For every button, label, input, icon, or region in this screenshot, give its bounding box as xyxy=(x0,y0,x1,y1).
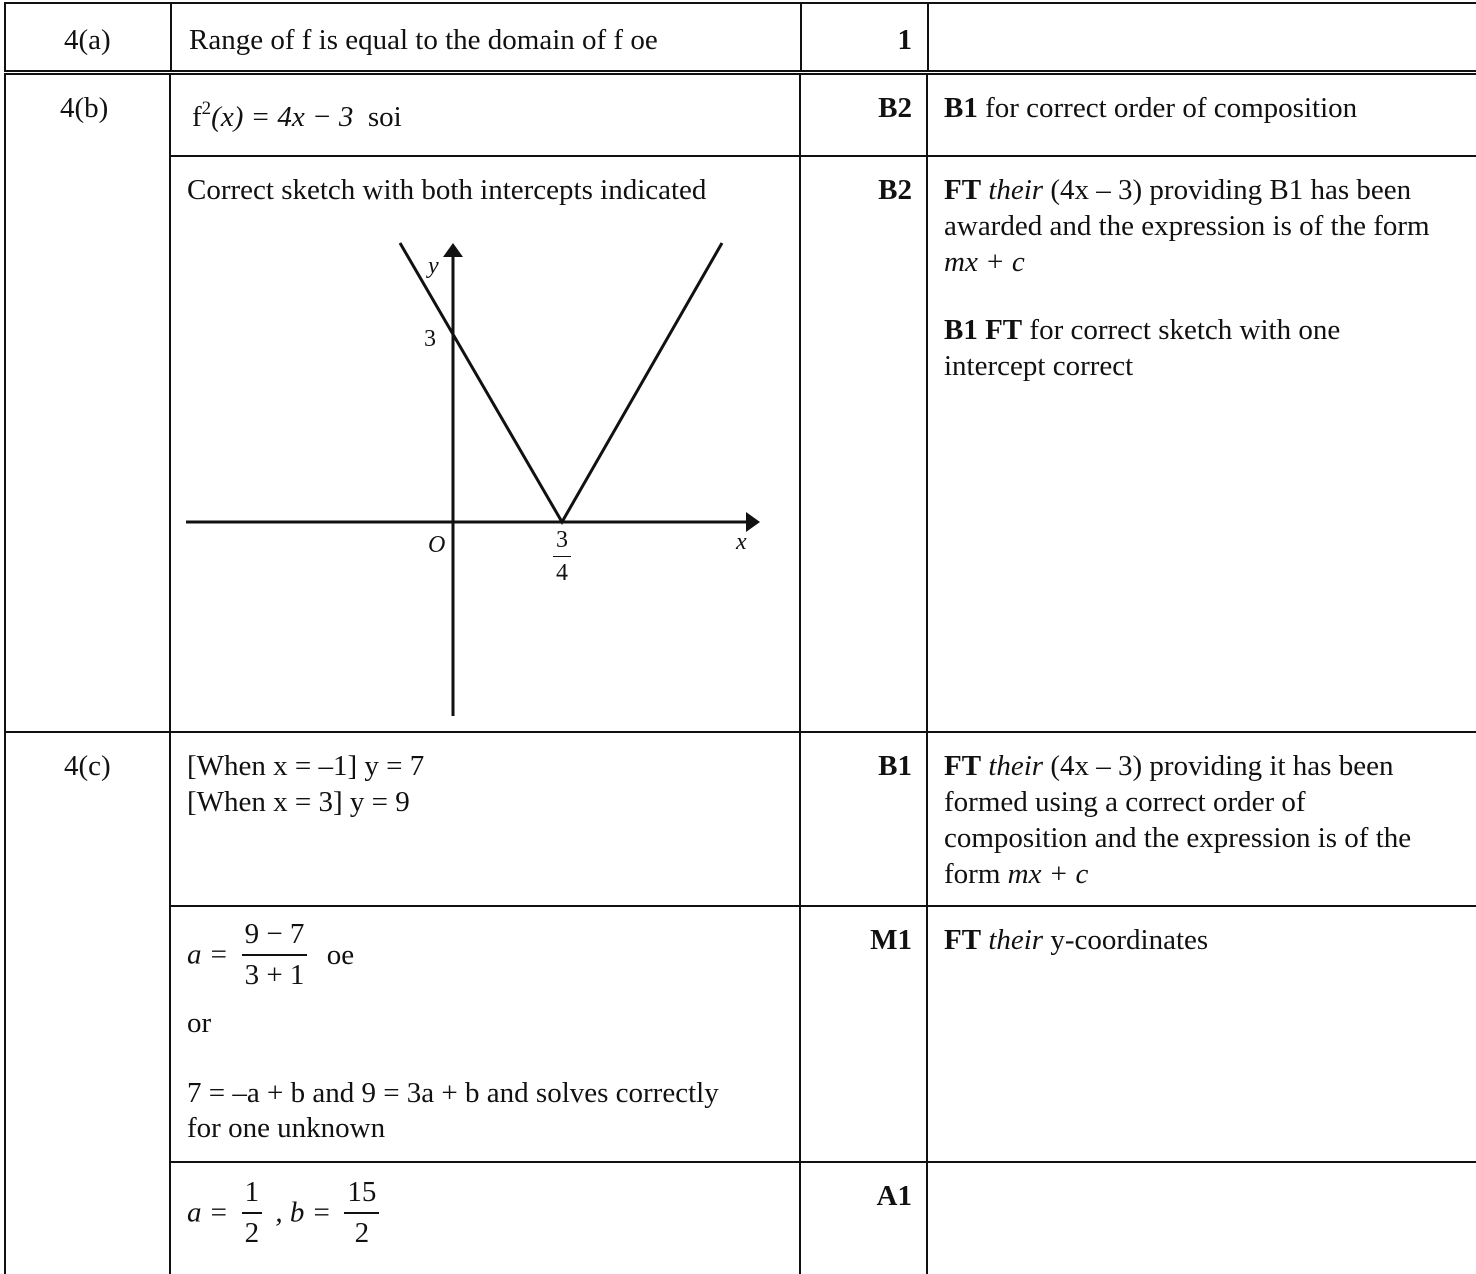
guidance-4b-2-line2: awarded and the expression is of the form xyxy=(944,210,1430,242)
guidance-4c-1-line3: composition and the expression is of the xyxy=(944,822,1412,854)
guidance-4b-2-line5: intercept correct xyxy=(944,350,1134,382)
answer-4a: Range of f is equal to the domain of f oe xyxy=(189,24,658,56)
guidance-text: y-coordinates xyxy=(1050,924,1209,956)
x-intercept-denominator: 4 xyxy=(553,556,571,585)
marks-4c-2: M1 xyxy=(870,924,912,956)
guidance-text: (4x – 3) providing B1 has been xyxy=(1050,174,1412,206)
fraction-numerator: 9 − 7 xyxy=(244,918,305,950)
question-number-4c: 4(c) xyxy=(64,750,111,782)
guidance-4c-2 xyxy=(944,922,1208,958)
marks-4b-2: B2 xyxy=(878,174,912,206)
guidance-form: mx + c xyxy=(944,246,1025,278)
guidance-ft: FT xyxy=(944,924,982,956)
answer-4c-1-line1: [When x = –1] y = 7 xyxy=(187,750,425,782)
answer-4c-3-values xyxy=(187,1178,385,1248)
gradient-fraction xyxy=(242,920,308,990)
marks-4c-3: A1 xyxy=(876,1180,912,1212)
answer-4b-expression: (x) = 4x − 3 xyxy=(211,101,354,133)
answer-4c-2-alt-line1: 7 = –a + b and 9 = 3a + b and solves correctly xyxy=(187,1077,719,1109)
fraction-denominator: 3 + 1 xyxy=(242,954,308,990)
guidance-ft: FT xyxy=(944,174,982,206)
fraction-denominator: 2 xyxy=(344,1212,379,1248)
marks-4c-1: B1 xyxy=(878,750,912,782)
fraction-denominator: 2 xyxy=(242,1212,263,1248)
answer-4c-1-line2: [When x = 3] y = 9 xyxy=(187,786,410,818)
x-axis-label: x xyxy=(736,529,747,555)
answer-4c-2-alt-line2: for one unknown xyxy=(187,1112,386,1144)
answer-4b-soi: soi xyxy=(367,101,402,133)
marks-4a: 1 xyxy=(897,24,912,56)
question-number-4b: 4(b) xyxy=(60,92,109,124)
answer-a-label: a = xyxy=(187,938,229,971)
guidance-their: their xyxy=(988,924,1044,956)
answer-b-label: , b = xyxy=(275,1196,332,1229)
fraction-numerator: 15 xyxy=(347,1176,377,1208)
guidance-4c-1-line2: formed using a correct order of xyxy=(944,786,1306,818)
guidance-their: their xyxy=(988,174,1044,206)
guidance-form: mx + c xyxy=(1007,858,1089,890)
guidance-4b-1-code: B1 xyxy=(944,92,978,124)
guidance-ft: FT xyxy=(944,750,982,782)
a-value-fraction xyxy=(242,1178,263,1248)
x-axis-arrow xyxy=(746,512,760,532)
answer-4b-superscript: 2 xyxy=(201,98,212,119)
y-axis-arrow xyxy=(443,243,463,257)
guidance-their: their xyxy=(988,750,1044,782)
origin-label: O xyxy=(428,532,446,558)
answer-4b-sketch: Correct sketch with both intercepts indicated xyxy=(187,174,707,206)
x-intercept-numerator: 3 xyxy=(556,527,568,553)
guidance-4b-1-text: for correct order of composition xyxy=(985,92,1358,124)
graph-curve xyxy=(400,243,722,522)
question-number-4a: 4(a) xyxy=(64,24,111,56)
x-intercept-label xyxy=(553,528,571,585)
b-value-fraction xyxy=(344,1178,379,1248)
guidance-4c-1-line1 xyxy=(944,748,1393,784)
marks-4b-1: B2 xyxy=(878,92,912,124)
answer-4b-function: f xyxy=(192,101,202,133)
guidance-4c-1-line4 xyxy=(944,856,1088,892)
guidance-b1ft: B1 FT xyxy=(944,314,1023,346)
y-intercept-label: 3 xyxy=(424,326,436,352)
answer-oe: oe xyxy=(326,938,355,971)
guidance-text: (4x – 3) providing it has been xyxy=(1050,750,1394,782)
y-axis-label: y xyxy=(428,253,439,279)
answer-4c-2-or: or xyxy=(187,1007,212,1039)
fraction-numerator: 1 xyxy=(244,1176,260,1208)
answer-4c-2-fraction-expression xyxy=(187,920,354,990)
guidance-text: form xyxy=(944,858,1001,890)
answer-a-label: a = xyxy=(187,1196,229,1229)
guidance-text: for correct sketch with one xyxy=(1029,314,1341,346)
